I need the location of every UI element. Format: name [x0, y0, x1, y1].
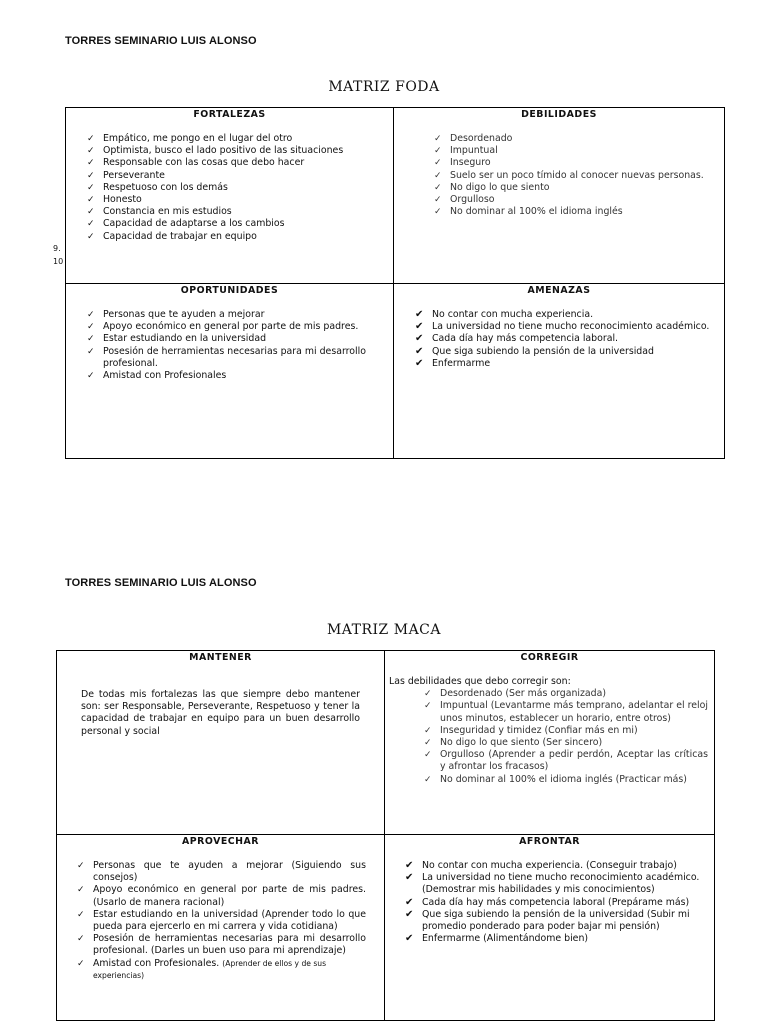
list-item — [77, 908, 366, 933]
aprovechar-last-item-text: Amistad con Profesionales. — [93, 957, 220, 969]
check-icon: ✓ — [77, 861, 85, 871]
mantener-heading: MANTENER — [189, 652, 252, 663]
check-icon: ✓ — [424, 774, 432, 785]
check-icon: ✔ — [415, 321, 424, 333]
list-item — [415, 345, 718, 358]
author-name: TORRES SEMINARIO LUIS ALONSO — [65, 577, 257, 589]
list-item — [424, 688, 708, 700]
debilidades-cell — [394, 108, 725, 284]
list-item — [405, 872, 706, 896]
list-item-text: Que siga subiendo la pensión de la universidad (Subir mi promedio ponderado para poder bajar mi pensión) — [422, 908, 690, 933]
list-item — [87, 230, 387, 243]
list-item-text: Impuntual — [450, 145, 498, 157]
list-item-text: Enfermarme — [432, 357, 491, 369]
check-icon: ✓ — [77, 958, 85, 969]
list-item — [424, 749, 708, 773]
list-item — [87, 321, 387, 333]
amenazas-heading: AMENAZAS — [527, 285, 591, 296]
list-item-text: Amistad con Profesionales — [103, 370, 227, 382]
list-item — [77, 933, 366, 957]
corregir-cell — [385, 651, 715, 835]
check-icon: ✓ — [87, 195, 95, 206]
list-item — [434, 169, 718, 182]
list-item-text: Perseverante — [103, 169, 165, 181]
check-icon: ✓ — [77, 885, 85, 896]
oportunidades-list — [87, 309, 387, 382]
mantener-cell — [57, 651, 385, 835]
check-icon: ✓ — [87, 134, 95, 144]
check-icon: ✔ — [405, 896, 414, 908]
maca-matrix — [56, 650, 715, 1021]
list-item — [415, 321, 718, 333]
list-item-text: Respetuoso con los demás — [103, 181, 228, 193]
list-item — [87, 169, 387, 182]
list-item — [87, 218, 387, 230]
list-item — [424, 773, 708, 786]
aprovechar-heading: APROVECHAR — [182, 836, 259, 847]
check-icon: ✓ — [87, 219, 95, 230]
list-item — [434, 145, 718, 157]
check-icon: ✓ — [87, 310, 95, 320]
list-item-text: Apoyo económico en general por parte de mis padres. — [103, 321, 359, 333]
fortalezas-list — [87, 133, 387, 243]
check-icon: ✓ — [424, 701, 432, 712]
list-item — [87, 157, 387, 169]
list-item-text: Cada día hay más competencia laboral. — [432, 333, 619, 345]
check-icon: ✓ — [87, 334, 95, 345]
list-item — [87, 181, 387, 194]
check-icon: ✔ — [415, 357, 424, 369]
check-icon: ✓ — [424, 750, 432, 761]
oportunidades-cell — [66, 284, 394, 459]
check-icon: ✓ — [434, 207, 442, 218]
check-icon: ✓ — [87, 182, 95, 193]
list-item-text: La universidad no tiene mucho reconocimiento académico. — [432, 321, 710, 333]
list-item-text: Inseguridad y timidez (Confiar más en mi) — [440, 724, 638, 736]
margin-note-line: 9. — [53, 244, 61, 253]
corregir-intro: Las debilidades que debo corregir son: — [389, 676, 571, 687]
list-item — [87, 370, 387, 382]
list-item-text: Honesto — [103, 194, 142, 206]
check-icon: ✔ — [415, 309, 424, 320]
list-item-text: Apoyo económico en general por parte de mis padres. (Usarlo de manera racional) — [93, 884, 366, 908]
list-item — [434, 206, 718, 218]
list-item — [424, 724, 708, 737]
check-icon: ✓ — [87, 346, 95, 357]
list-item-text: Orgulloso — [450, 194, 495, 206]
fortalezas-heading: FORTALEZAS — [193, 109, 266, 120]
list-item-text: Capacidad de trabajar en equipo — [103, 230, 257, 242]
list-item-text: La universidad no tiene mucho reconocimiento académico. (Demostrar mis habilidades y mis conocimientos) — [422, 872, 700, 896]
list-item-text: Impuntual (Levantarme más temprano, adelantar el reloj unos minutos, establecer un horario, entre otros) — [440, 700, 708, 724]
list-item — [77, 884, 366, 908]
list-item — [87, 206, 387, 218]
list-item-text: Inseguro — [450, 157, 491, 169]
check-icon: ✓ — [434, 182, 442, 193]
aprovechar-list — [77, 860, 366, 958]
check-icon: ✓ — [87, 207, 95, 218]
list-item-text: Orgulloso (Aprender a pedir perdón, Aceptar las críticas y afrontar los fracasos) — [440, 749, 708, 773]
check-icon: ✓ — [87, 371, 95, 382]
list-item-text: Enfermarme (Alimentándome bien) — [422, 933, 589, 945]
aprovechar-last-item — [77, 957, 366, 982]
check-icon: ✓ — [87, 322, 95, 333]
oportunidades-heading: OPORTUNIDADES — [180, 285, 279, 296]
corregir-list — [424, 688, 708, 786]
foda-matrix — [65, 107, 725, 459]
list-item — [405, 908, 706, 933]
list-item-text: Capacidad de adaptarse a los cambios — [103, 218, 285, 230]
mantener-text: De todas mis fortalezas las que siempre debo mantener son: ser Responsable, Perseverante, Respetuoso y tener la capacidad de trabajar en equipo para un buen desarrollo personal y social — [81, 689, 360, 737]
check-icon: ✓ — [87, 158, 95, 169]
list-item — [415, 333, 718, 345]
check-icon: ✓ — [424, 725, 432, 736]
check-icon: ✓ — [434, 146, 442, 157]
list-item-text: Suelo ser un poco tímido al conocer nuevas personas. — [450, 169, 704, 181]
check-icon: ✓ — [87, 146, 95, 157]
list-item-text: Optimista, busco el lado positivo de las situaciones — [103, 145, 344, 157]
afrontar-list — [405, 860, 706, 945]
list-item — [424, 700, 708, 724]
check-icon: ✓ — [434, 134, 442, 144]
check-icon: ✓ — [434, 195, 442, 206]
maca-title: MATRIZ MACA — [326, 622, 442, 638]
list-item-text: Desordenado — [450, 133, 513, 144]
check-icon: ✓ — [77, 934, 85, 945]
list-item-text: Estar estudiando en la universidad (Aprender todo lo que pueda para ejercerlo en mi carrera y vida cotidiana) — [93, 908, 366, 933]
check-icon: ✓ — [424, 738, 432, 749]
debilidades-list — [434, 133, 718, 218]
corregir-heading: CORREGIR — [520, 652, 579, 663]
check-icon: ✔ — [405, 908, 414, 920]
list-item-text: Personas que te ayuden a mejorar — [103, 309, 265, 320]
list-item-text: Que siga subiendo la pensión de la universidad — [432, 345, 654, 357]
list-item-text: Empático, me pongo en el lugar del otro — [103, 133, 293, 144]
list-item-text: No contar con mucha experiencia. (Conseguir trabajo) — [422, 860, 677, 871]
list-item-text: Estar estudiando en la universidad — [103, 333, 267, 345]
amenazas-cell — [394, 284, 725, 459]
afrontar-cell — [385, 835, 715, 1021]
aprovechar-last-item-note: (Aprender de ellos y de sus experiencias) — [93, 958, 327, 980]
check-icon: ✓ — [77, 909, 85, 920]
author-name: TORRES SEMINARIO LUIS ALONSO — [65, 35, 257, 47]
margin-note — [53, 242, 63, 268]
list-item — [405, 860, 706, 872]
list-item-text: Responsable con las cosas que debo hacer — [103, 157, 305, 169]
check-icon: ✓ — [87, 170, 95, 181]
list-item — [405, 933, 706, 945]
list-item — [434, 157, 718, 169]
list-item — [434, 194, 718, 206]
list-item-text: Constancia en mis estudios — [103, 206, 232, 218]
list-item-text: Posesión de herramientas necesarias para mi desarrollo profesional. (Darles un buen uso para mi aprendizaje) — [93, 933, 366, 957]
check-icon: ✔ — [405, 872, 414, 884]
list-item — [77, 860, 366, 884]
list-item — [87, 133, 387, 145]
list-item — [87, 194, 387, 206]
list-item-text: No dominar al 100% el idioma inglés (Practicar más) — [440, 773, 687, 785]
aprovechar-cell — [57, 835, 385, 1021]
foda-title: MATRIZ FODA — [328, 79, 440, 95]
list-item-text: Desordenado (Ser más organizada) — [440, 688, 607, 700]
list-item — [434, 133, 718, 145]
check-icon: ✓ — [434, 170, 442, 181]
amenazas-list — [415, 309, 718, 370]
afrontar-heading: AFRONTAR — [519, 836, 580, 847]
list-item — [434, 181, 718, 194]
list-item — [87, 145, 387, 157]
list-item — [87, 333, 387, 345]
list-item-text: Personas que te ayuden a mejorar (Siguiendo sus consejos) — [93, 860, 366, 884]
list-item — [405, 896, 706, 909]
check-icon: ✓ — [434, 158, 442, 169]
list-item — [424, 737, 708, 749]
list-item-text: Posesión de herramientas necesarias para mi desarrollo profesional. — [103, 345, 366, 369]
check-icon: ✔ — [405, 860, 414, 871]
list-item — [415, 309, 718, 321]
list-item — [87, 309, 387, 321]
list-item-text: No contar con mucha experiencia. — [432, 309, 594, 320]
list-item-text: No digo lo que siento (Ser sincero) — [440, 737, 603, 749]
list-item-text: No digo lo que siento — [450, 181, 550, 193]
check-icon: ✓ — [87, 231, 95, 242]
debilidades-heading: DEBILIDADES — [521, 109, 597, 120]
check-icon: ✔ — [415, 345, 424, 357]
check-icon: ✔ — [405, 933, 414, 945]
check-icon: ✓ — [424, 689, 432, 700]
list-item-text: Cada día hay más competencia laboral (Prepárame más) — [422, 896, 690, 908]
fortalezas-cell — [66, 108, 394, 284]
list-item-text: No dominar al 100% el idioma inglés — [450, 206, 623, 218]
list-item — [87, 345, 387, 370]
check-icon: ✔ — [415, 333, 424, 345]
margin-note-line: 10 — [53, 257, 64, 266]
list-item — [415, 357, 718, 370]
